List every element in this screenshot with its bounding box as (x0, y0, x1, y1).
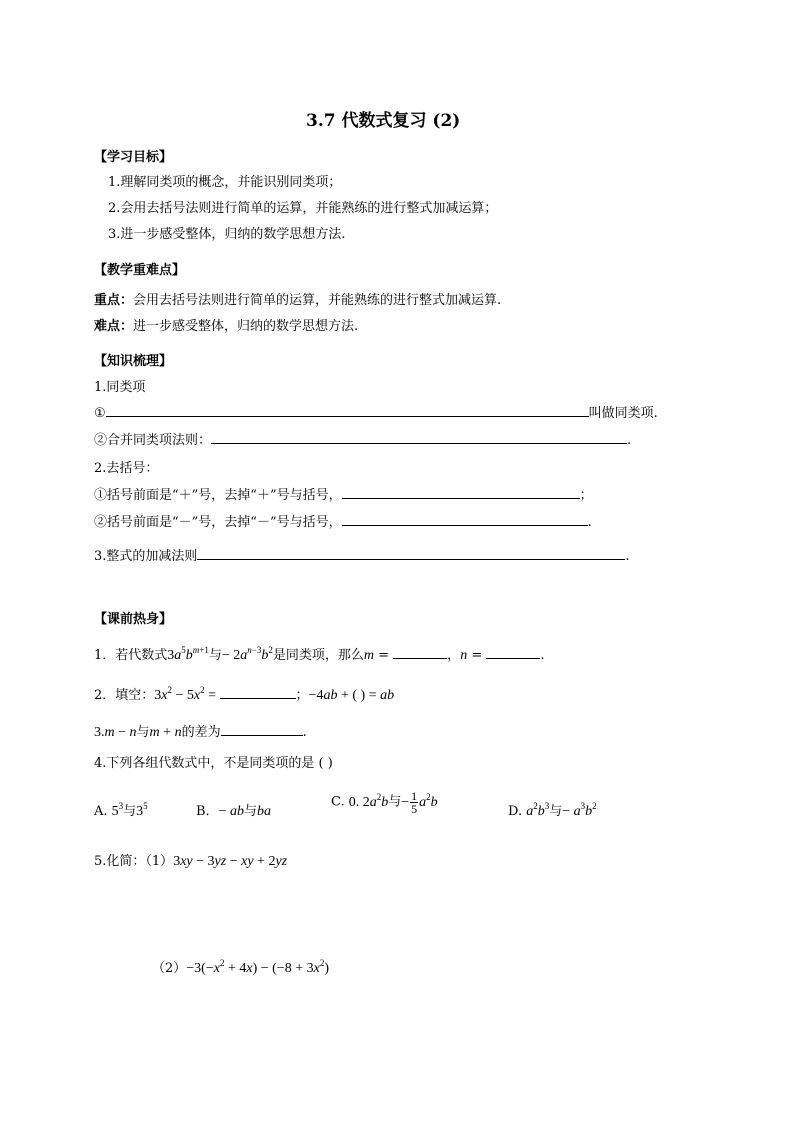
objective-item-1: 1.理解同类项的概念，并能识别同类项； (108, 175, 342, 190)
option-b-label: B． (196, 804, 219, 819)
question-3 (94, 721, 307, 741)
item-3-prefix: 3.整式的加减法则 (94, 549, 198, 564)
hard-label: 难点： (94, 319, 134, 334)
q2-separator: ； (295, 688, 309, 703)
hard-text: 进一步感受整体，归纳的数学思想方法. (133, 319, 359, 334)
var-m: m (363, 648, 374, 663)
expr-neg-fifth-a2b: − $\frac{1}{5}$ $a^2b$ (401, 789, 438, 816)
q1-text-a: 1．若代数式 (94, 648, 168, 663)
expr-q3-prefix: 3.m − n (94, 725, 137, 740)
option-d-yu: 与 (549, 804, 563, 819)
knowledge-item-2a (94, 484, 593, 503)
option-c[interactable] (331, 790, 438, 815)
expr-q5-2: $-3(-x^2 + 4x) - (-8 + 3x^2)$ (186, 958, 329, 976)
q1-comma: ， (447, 648, 461, 663)
q1-text-c: 是同类项，那么 (272, 648, 364, 663)
knowledge-item-1a (94, 402, 658, 421)
expr-neg2an3b2: − $2a^{n-3}b^2$ (221, 645, 273, 663)
option-c-label: C. (331, 794, 349, 810)
knowledge-item-2: 2.去括号： (94, 461, 159, 476)
objectives-heading: 【学习目标】 (94, 150, 173, 165)
expr-neg-a3b2: − $a^3b^2$ (562, 801, 597, 819)
item-2b-prefix: ②括号前面是“－”号，去掉“－”号与括号， (94, 515, 342, 530)
q1-equals: = (467, 648, 487, 663)
q2-text-a: 2．填空： (94, 688, 155, 703)
expr-3a5bm1: $3a^5b^{m+1}$ (167, 645, 209, 663)
fraction-one-fifth: $\frac{1}{5}$ (411, 789, 418, 816)
q1-equals: = (374, 648, 394, 663)
keypoints-heading: 【教学重难点】 (94, 263, 186, 278)
var-n: n (460, 648, 468, 663)
blank-m[interactable] (393, 644, 447, 659)
item-1b-prefix: ②合并同类项法则： (94, 433, 212, 448)
item-2b-suffix: . (587, 515, 592, 530)
blank-q2[interactable] (220, 684, 296, 699)
option-a-label: A. (94, 804, 112, 819)
expr-m-plus-n: m + n (149, 725, 182, 740)
question-5 (94, 850, 287, 870)
expr-a2b3: $a^2b^3$ (526, 801, 550, 819)
objective-item-3: 3.进一步感受整体，归纳的数学思想方法. (108, 227, 346, 242)
option-d-label: D. (508, 804, 527, 819)
page-title: 3.7 代数式复习 (2) (306, 111, 461, 131)
item-1b-suffix: . (627, 433, 632, 448)
blank-line[interactable] (106, 402, 589, 417)
blank-line[interactable] (211, 429, 627, 444)
q5-2-label: （2） (152, 961, 187, 976)
option-c-yu: 与 (388, 794, 402, 810)
question-2 (94, 684, 394, 704)
expr-5-cubed: $5^3$ (111, 801, 124, 819)
knowledge-item-1: 1.同类项 (94, 380, 146, 395)
blank-n[interactable] (486, 644, 540, 659)
option-b[interactable] (196, 800, 271, 820)
item-3-suffix: . (625, 549, 630, 564)
key-label: 重点： (94, 293, 134, 308)
question-4: 4.下列各组代数式中，不是同类项的是 ( ) (94, 756, 333, 771)
option-a-yu: 与 (123, 804, 137, 819)
knowledge-item-2b (94, 511, 592, 530)
key-text: 会用去括号法则进行简单的运算，并能熟练的进行整式加减运算. (133, 293, 502, 308)
knowledge-heading: 【知识梳理】 (94, 354, 173, 369)
question-5-part-2 (152, 957, 329, 977)
expr-neg4ab: −4ab + ( ) = ab (308, 688, 395, 703)
question-1 (94, 644, 545, 664)
item-2a-suffix: ； (579, 488, 593, 503)
objective-item-2: 2.会用去括号法则进行简单的运算，并能熟练的进行整式加减运算； (108, 201, 498, 216)
expr-3x2-5x2: $3x^2 - 5x^2$ = (154, 685, 220, 703)
q3-end: . (302, 725, 307, 740)
q3-yu: 与 (136, 725, 150, 740)
hard-point (94, 315, 358, 334)
expr-ba: ba (256, 804, 271, 819)
q1-end: . (540, 648, 545, 663)
item-1a-prefix: ① (94, 406, 106, 421)
blank-line[interactable] (197, 545, 625, 560)
q1-text-b: 与 (208, 648, 222, 663)
item-2a-prefix: ①括号前面是“＋”号，去掉“＋”号与括号， (94, 488, 342, 503)
blank-q3[interactable] (221, 721, 303, 736)
option-d[interactable] (508, 800, 597, 820)
expr-neg-ab: − ab (218, 804, 244, 819)
warmup-heading: 【课前热身】 (94, 612, 173, 627)
knowledge-item-3 (94, 545, 630, 564)
key-point (94, 289, 501, 308)
option-a[interactable] (94, 800, 148, 820)
blank-line[interactable] (342, 511, 588, 526)
q3-text: 的差为 (181, 725, 221, 740)
option-b-yu: 与 (243, 804, 257, 819)
expr-3-to-5: $3^5$ (136, 801, 148, 819)
blank-line[interactable] (342, 484, 580, 499)
knowledge-item-1b (94, 429, 631, 448)
expr-0.2a2b: 0. $2a^2b$ (348, 791, 389, 810)
item-1a-suffix: 叫做同类项. (588, 406, 658, 421)
q5-label: 5.化简：（1） (94, 854, 174, 869)
expr-q5-1: 3xy − 3yz − xy + 2yz (173, 854, 288, 869)
